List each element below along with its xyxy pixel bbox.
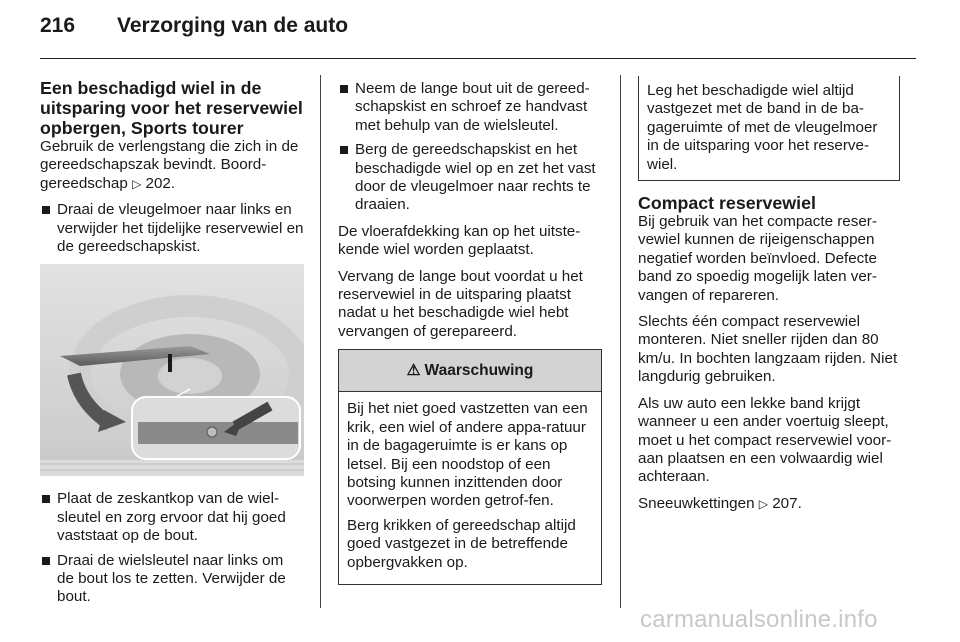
step-list (338, 80, 602, 215)
paragraph: Berg krikken of gereedschap altijd goed vastgezet in de betreffende opbergvakken op. (347, 516, 576, 571)
warning-header: ⚠ Waarschuwing (339, 350, 601, 392)
list-item: Plaat de zeskantkop van de wiel-sleutel en zorg ervoor dat hij goed vaststaat op de bout. (40, 490, 304, 545)
list-item: Berg de gereedschapskist en het beschadigde wiel op en zet het vast door de vleugelmoer naar rechts te draaien. (338, 141, 602, 215)
illustration (40, 264, 304, 476)
list-item: Draai de vleugelmoer naar links en verwijder het tijdelijke reservewiel en de gereedschapskist. (40, 201, 304, 256)
column-divider (620, 75, 621, 608)
column-divider (320, 75, 321, 608)
section-heading: Een beschadigd wiel in de uitsparing voor het reservewiel opbergen, Sports tourer (40, 78, 303, 138)
cross-reference: Sneeuwkettingen ▷ 207. (638, 494, 802, 512)
spare-wheel-well-illustration (40, 264, 304, 476)
step-list (40, 490, 304, 606)
paragraph: Gebruik de verlengstang die zich in de gereedschapszak bevindt. Boord-gereedschap ▷ 202. (40, 138, 299, 192)
page-ref-icon: ▷ (758, 496, 768, 511)
paragraph: Als uw auto een lekke band krijgt wanneer u een ander voertuig sleept, moet u het compact reservewiel voor-aan plaatsen en een volwaardig wiel achteraan. (638, 394, 892, 486)
column-3 (638, 76, 900, 521)
warning-body (339, 392, 601, 584)
column-2 (338, 80, 602, 585)
note-box (638, 76, 900, 181)
watermark: carmanualsonline.info (640, 606, 878, 633)
header-rule (40, 58, 916, 59)
step-list (40, 201, 304, 256)
paragraph: Slechts één compact reservewiel monteren. Niet sneller rijden dan 80 km/u. In bochten langzaam rijden. Niet langdurig gebruiken. (638, 313, 898, 386)
paragraph: Bij het niet goed vastzetten van een krik, een wiel of andere appa-ratuur in de bagageruimte is er kans op letsel. Bij een noodstop of een botsing kunnen inzittenden door voorwerpen worden getrof-fen. (347, 400, 588, 510)
page-title: Verzorging van de auto (117, 14, 349, 37)
column-1 (40, 78, 304, 615)
page-ref-icon: ▷ (132, 176, 142, 191)
note-text: Leg het beschadigde wiel altijd vastgezet met de band in de ba-gageruimte of met de vleugelmoer in de uitsparing voor het reserve-wiel. (647, 82, 878, 173)
section-heading: Compact reservewiel (638, 193, 816, 214)
list-item: Neem de lange bout uit de gereed-schapskist en schroef ze handvast met behulp van de wielsleutel. (338, 80, 602, 135)
warning-icon: ⚠ (406, 361, 421, 379)
paragraph: Bij gebruik van het compacte reser-vewiel kunnen de rijeigenschappen negatief worden beïnvloed. Defecte band zo spoedig mogelijk laten ver-vangen of repareren. (638, 213, 877, 304)
page-number: 216 (40, 14, 76, 37)
warning-box (338, 349, 602, 585)
list-item: Draai de wielsleutel naar links om de bout los te zetten. Verwijder de bout. (40, 552, 304, 607)
paragraph: De vloerafdekking kan op het uitste-kende wiel worden geplaatst. (338, 222, 581, 259)
paragraph: Vervang de lange bout voordat u het reservewiel in de uitsparing plaatst nadat u het beschadigde wiel hebt vervangen of gerepareerd. (338, 267, 583, 340)
